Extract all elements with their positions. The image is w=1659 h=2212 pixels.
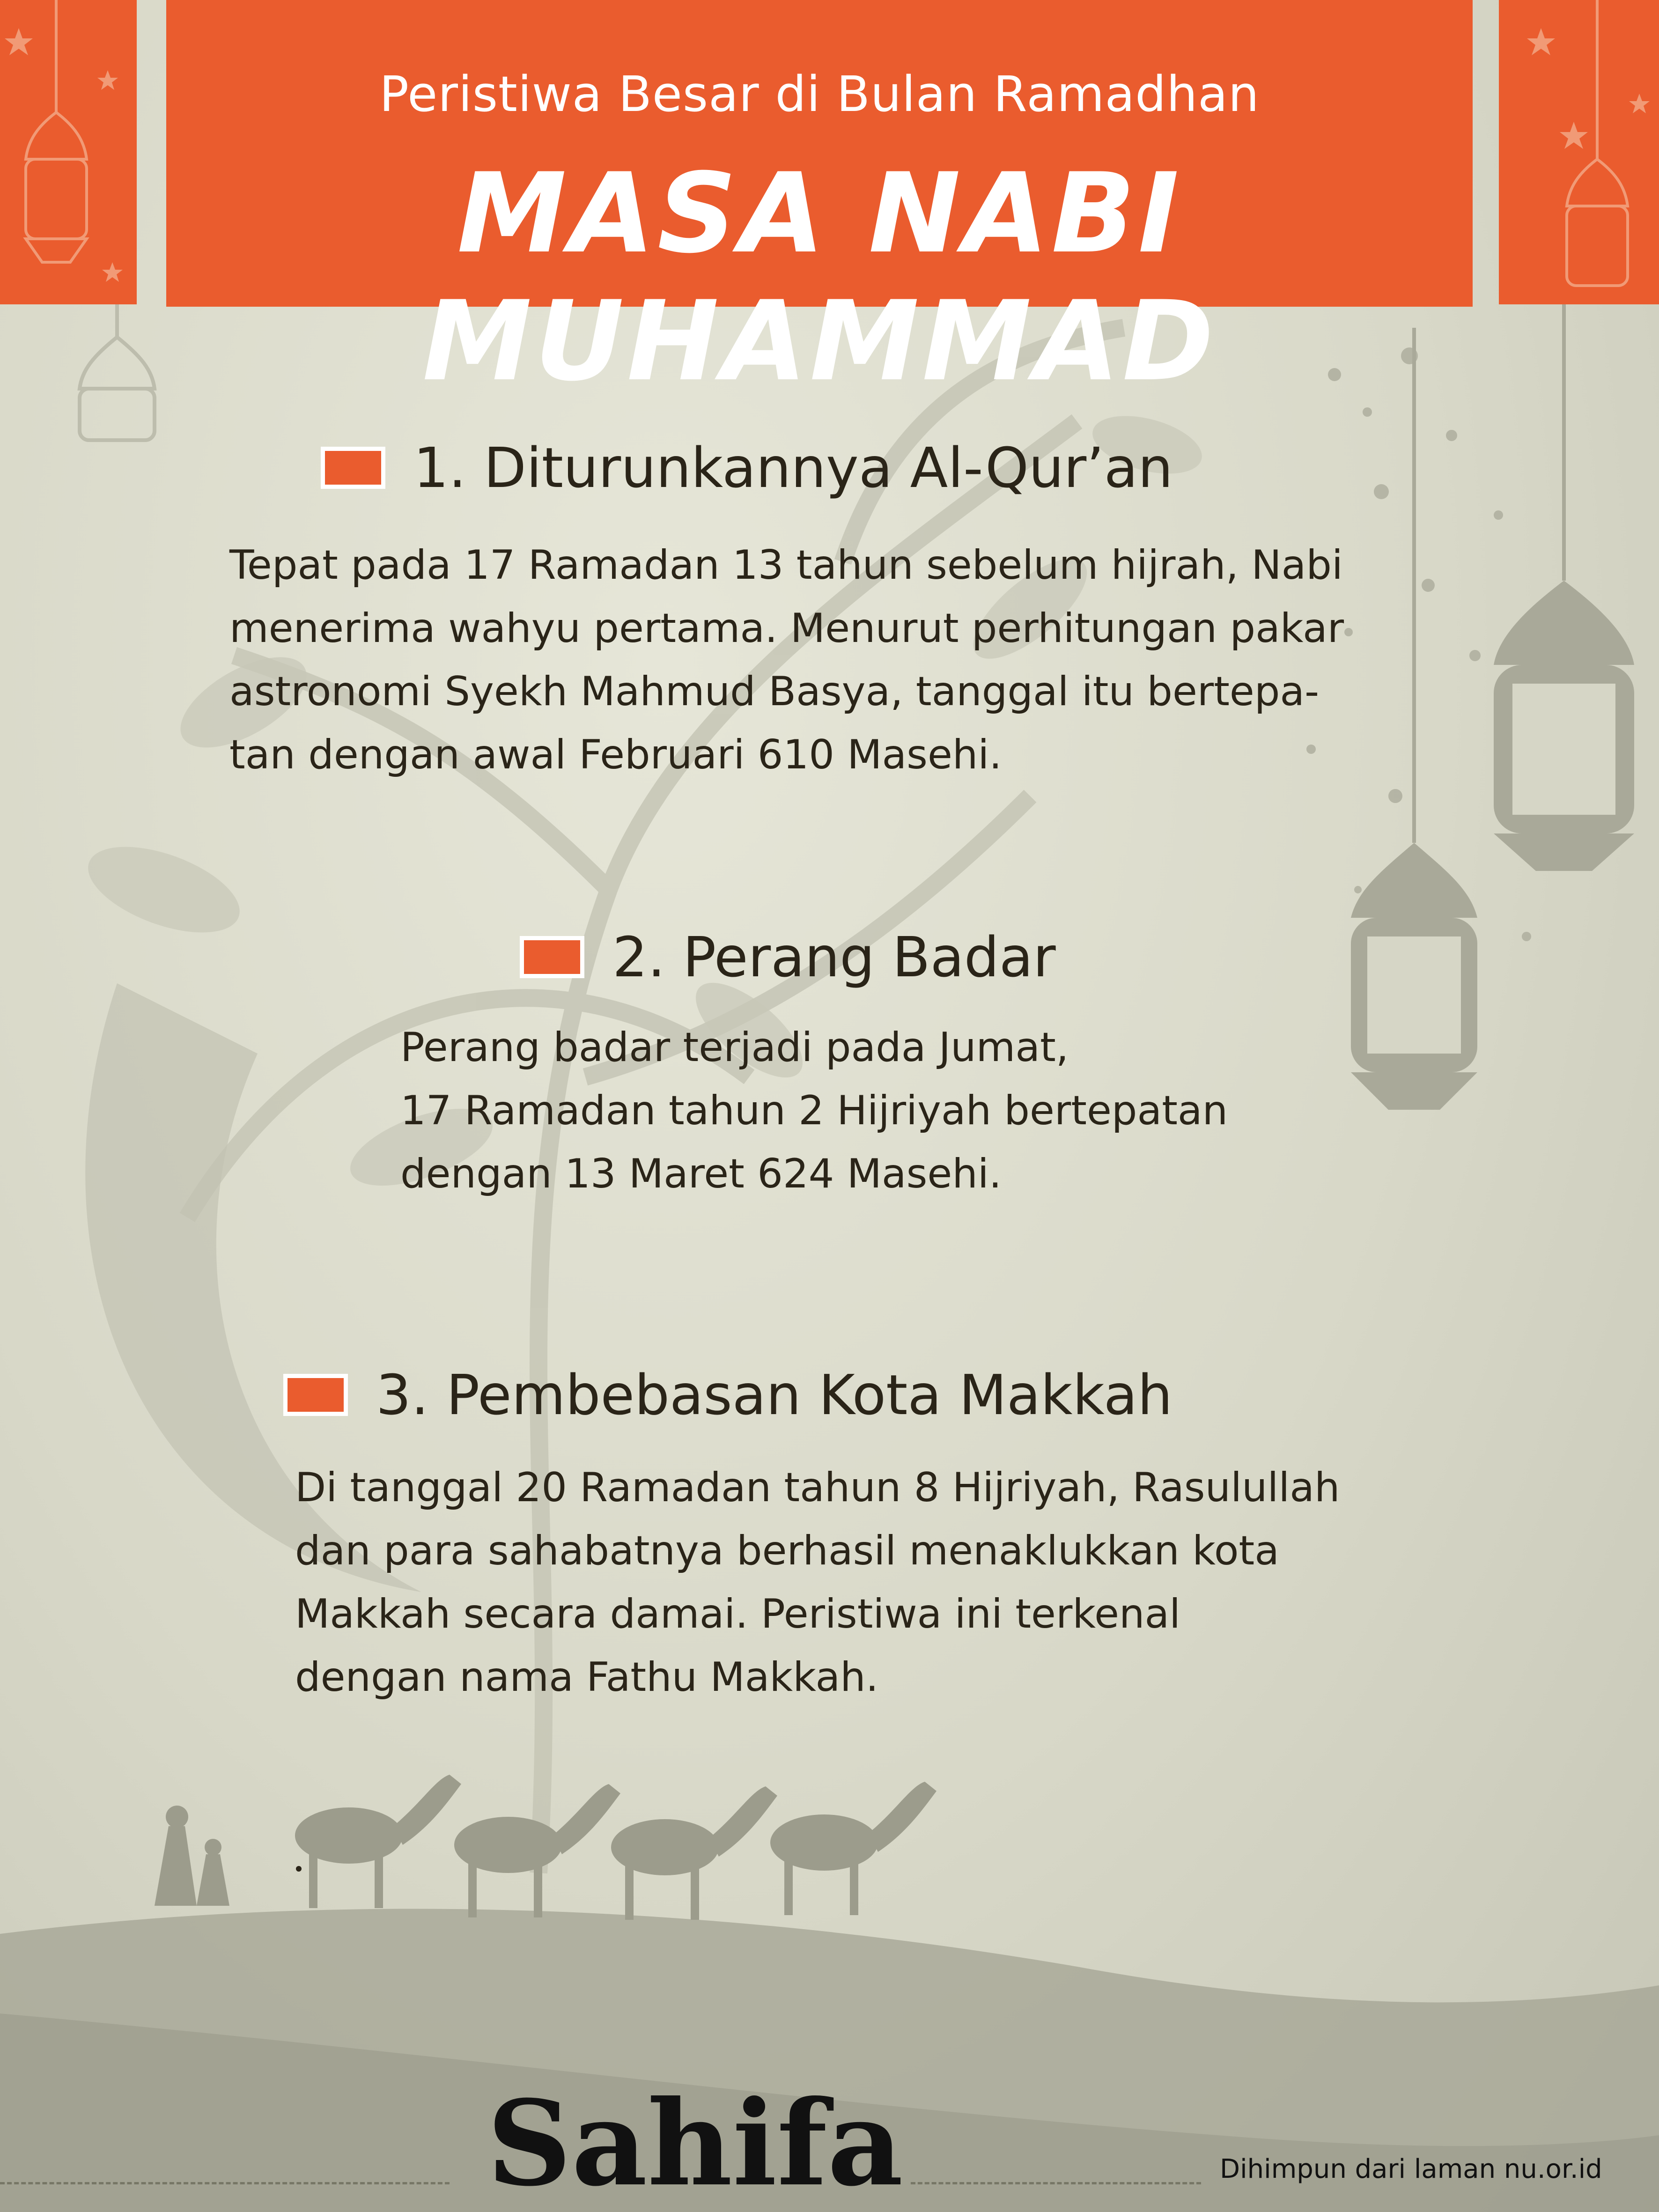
section-1-heading xyxy=(321,435,1173,500)
section-1-body xyxy=(229,534,1344,787)
section-2-heading xyxy=(520,925,1056,989)
lantern-star-pattern-icon xyxy=(0,0,137,304)
section-3-line: Di tanggal 20 Ramadan tahun 8 Hijriyah, Rasulullah xyxy=(295,1464,1340,1511)
section-marker-icon xyxy=(520,936,584,978)
section-3-line: dengan nama Fathu Makkah. xyxy=(295,1654,879,1701)
section-1-line: tan dengan awal Februari 610 Masehi. xyxy=(229,731,1002,778)
hanging-lantern-small-icon xyxy=(1351,328,1477,1110)
source-credit: Dihimpun dari laman nu.or.id xyxy=(1220,2154,1602,2184)
outline-lantern-icon xyxy=(80,304,155,440)
section-2-line: dengan 13 Maret 624 Masehi. xyxy=(400,1150,1002,1197)
brand-logo: Sahifa xyxy=(487,2074,903,2212)
right-decor-banner xyxy=(1499,0,1659,304)
header-banner xyxy=(166,0,1473,406)
section-3-line: Makkah secara damai. Peristiwa ini terkenal xyxy=(295,1591,1181,1637)
hanging-lantern-large-icon xyxy=(1494,304,1634,871)
header-subtitle: Peristiwa Besar di Bulan Ramadhan xyxy=(379,66,1260,123)
footer-divider-left xyxy=(0,2182,450,2184)
lantern-star-pattern-icon xyxy=(1499,0,1659,304)
stray-dot xyxy=(296,1866,302,1872)
section-marker-icon xyxy=(321,447,385,489)
section-2-body xyxy=(400,1016,1228,1206)
section-1-line: Tepat pada 17 Ramadan 13 tahun sebelum hijrah, Nabi xyxy=(229,542,1343,589)
section-3-title: 3. Pembebasan Kota Makkah xyxy=(376,1363,1172,1427)
header-title: MASA NABI MUHAMMAD xyxy=(422,150,1217,406)
section-1-line: astronomi Syekh Mahmud Basya, tanggal itu bertepa- xyxy=(229,668,1320,715)
section-2-line: 17 Ramadan tahun 2 Hijriyah bertepatan xyxy=(400,1087,1228,1134)
section-marker-icon xyxy=(283,1374,348,1416)
left-decor-banner xyxy=(0,0,137,304)
section-2-title: 2. Perang Badar xyxy=(612,925,1056,989)
section-3-heading xyxy=(283,1363,1172,1427)
section-3-body xyxy=(295,1456,1340,1709)
section-1-line: menerima wahyu pertama. Menurut perhitungan pakar xyxy=(229,605,1344,652)
section-1-title: 1. Diturunkannya Al-Qur’an xyxy=(413,435,1173,500)
section-3-line: dan para sahabatnya berhasil menaklukkan kota xyxy=(295,1527,1279,1574)
section-2-line: Perang badar terjadi pada Jumat, xyxy=(400,1024,1069,1071)
footer-divider-right xyxy=(911,2182,1201,2184)
